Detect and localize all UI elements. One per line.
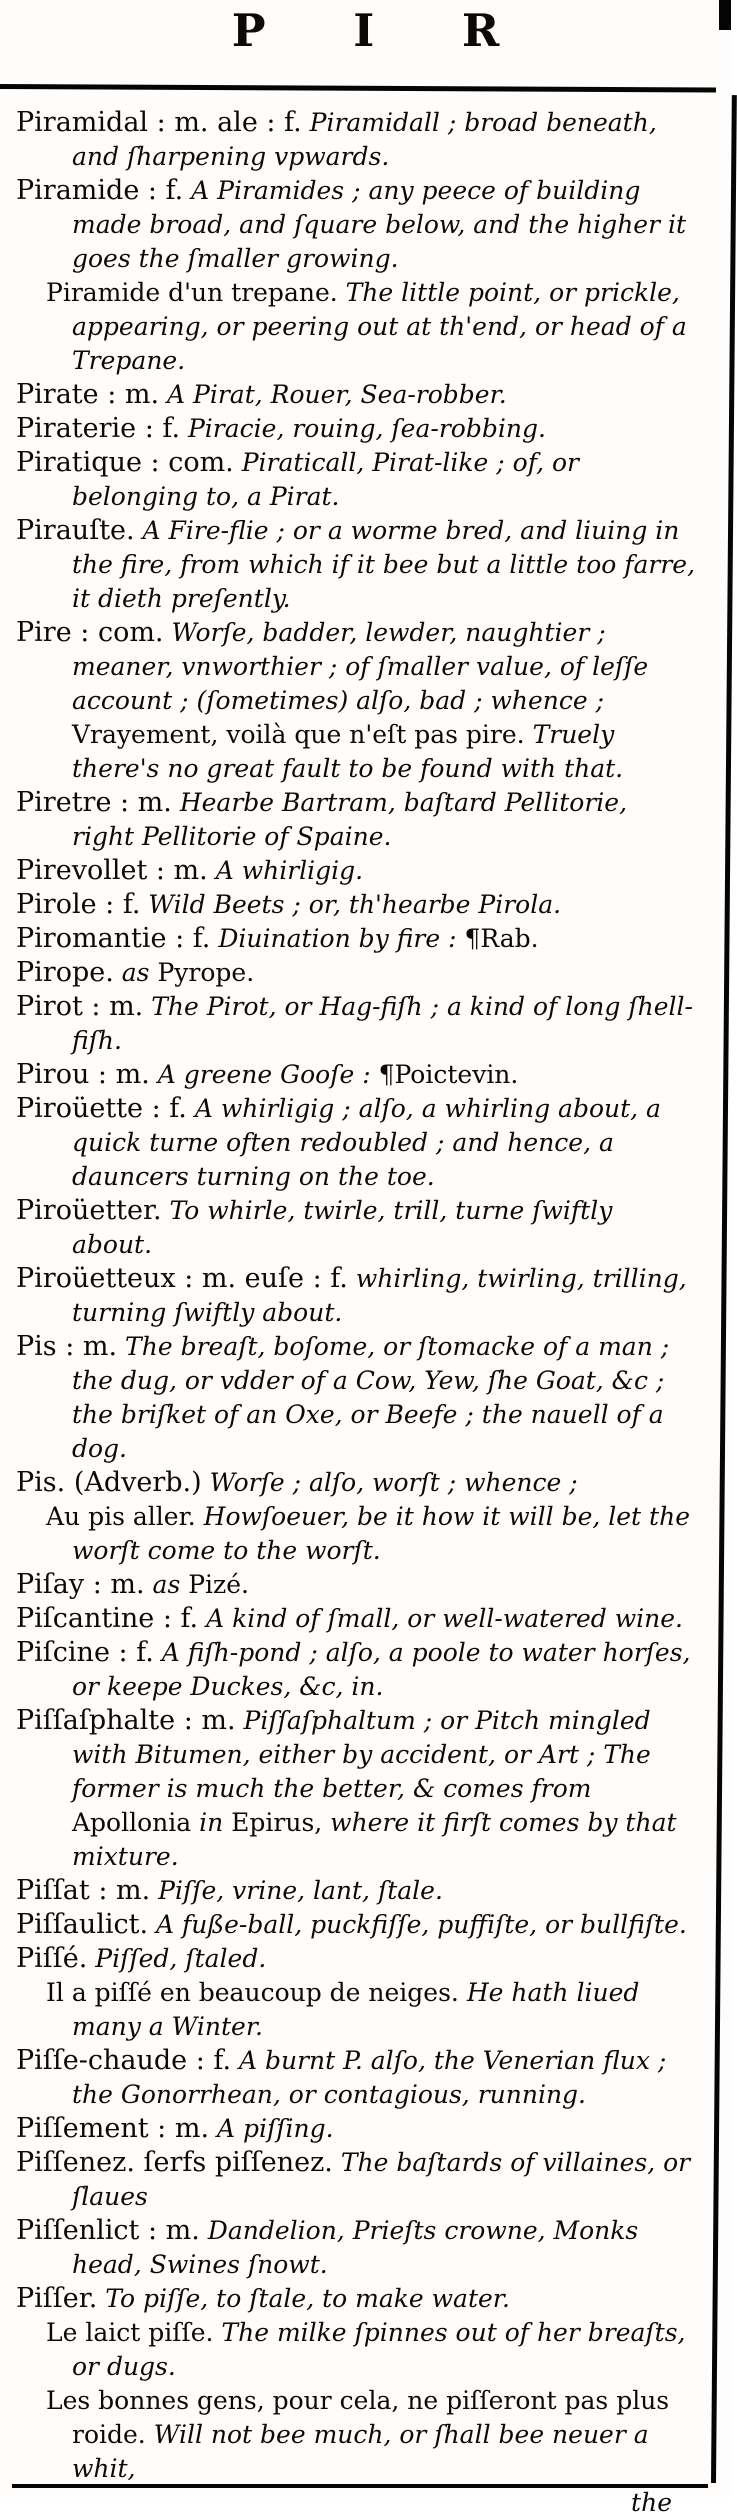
gloss-text: whirling, twirling, trilling, turning ſwiftly about. [72, 1264, 687, 1327]
headword-text: Pirauſte. [16, 515, 135, 546]
scan-artifact [719, 0, 731, 30]
headword-text: Piſſement : m. [16, 2113, 210, 2144]
dictionary-entry [16, 2044, 696, 2112]
headword-text: Piſſaulict. [16, 1909, 149, 1940]
headword-text: Piſſaſphalte : m. [16, 1705, 236, 1736]
dictionary-entry [16, 174, 696, 276]
gloss-text: Howſoeuer, be it how it will be, let the worſt come to the worſt. [72, 1502, 690, 1565]
dictionary-entry [16, 446, 696, 514]
dictionary-entry [16, 1092, 696, 1194]
gloss-text: where it firſt comes by that mixture. [72, 1808, 677, 1871]
headword-text: Piraterie : f. [16, 413, 181, 444]
dictionary-entry [16, 1602, 696, 1636]
dictionary-entry [16, 2112, 696, 2146]
dictionary-entry [16, 1636, 696, 1704]
dictionary-entry [16, 1194, 696, 1262]
headword-text: Epirus, [223, 1808, 323, 1837]
dictionary-entry [16, 514, 696, 616]
dictionary-entry [16, 1942, 696, 1976]
dictionary-entry [16, 106, 696, 174]
gloss-text: A whirligig. [207, 856, 364, 885]
headword-text: Piſſe-chaude : f. [16, 2045, 232, 2076]
headword-text: Piramidal : m. ale : f. [16, 107, 302, 138]
gloss-text: Piraticall, Pirat-like ; of, or belonging to, a Pirat. [72, 448, 579, 511]
gloss-text: A Fire-flie ; or a worme bred, and liuing in the fire, from which if it bee but a little too farre, it dieth preſently. [72, 516, 696, 613]
headword-text: Piſcine : f. [16, 1637, 154, 1668]
dictionary-entry [16, 1330, 696, 1466]
headword-text: Pis. (Adverb.) [16, 1467, 202, 1498]
running-head: P I R [231, 4, 536, 57]
gloss-text: A Pirat, Rouer, Sea-robber. [159, 380, 507, 409]
headword-text: Le laict piſſe. [46, 2318, 214, 2347]
gloss-text: Piracie, rouing, ſea-robbing. [180, 414, 546, 443]
dictionary-entry [16, 1058, 696, 1092]
dictionary-entry [16, 922, 696, 956]
headword-text: Piſſer. [16, 2283, 98, 2314]
dictionary-entry [16, 1704, 696, 1874]
gloss-text: The little point, or prickle, appearing, or peering out at th'end, or head of a Trepane. [72, 278, 687, 375]
catchword: the [631, 2488, 672, 2517]
gloss-text: A Piramides ; any peece of building made broad, and ſquare below, and the higher it goes the ſmaller growing. [72, 176, 687, 273]
headword-text: Piſcantine : f. [16, 1603, 199, 1634]
dictionary-entry [16, 1466, 696, 1500]
gloss-text: Piſſe, vrine, lant, ſtale. [150, 1876, 443, 1905]
dictionary-entry [16, 2214, 696, 2282]
dictionary-entry [16, 854, 696, 888]
headword-text: Piramide d'un trepane. [46, 278, 338, 307]
headword-text: Apollonia [72, 1808, 192, 1837]
dictionary-entry [16, 1500, 696, 1568]
headword-text: Pyrope. [149, 958, 255, 987]
headword-text: Il a piſſé en beaucoup de neiges. [46, 1978, 459, 2007]
gloss-text: Wild Beets ; or, th'hearbe Pirola. [140, 890, 562, 919]
dictionary-entry [16, 888, 696, 922]
gloss-text: The milke ſpinnes out of her breaſts, or dugs. [72, 2318, 686, 2381]
headword-text: Pirope. [16, 957, 114, 988]
dictionary-entry [16, 990, 696, 1058]
gloss-text: Hearbe Bartram, baſtard Pellitorie, right Pellitorie of Spaine. [72, 788, 628, 851]
dictionary-entry [16, 2316, 696, 2384]
gloss-text: A fuße-ball, puckfiſſe, puffiſte, or bullfiſte. [148, 1910, 687, 1939]
headword-text: Piſſat : m. [16, 1875, 151, 1906]
dictionary-entry [16, 2146, 696, 2214]
gloss-text: He hath liued many a Winter. [72, 1978, 640, 2041]
dictionary-entry [16, 378, 696, 412]
gloss-text: The baſtards of villaines, or ſlaues [72, 2148, 691, 2211]
gloss-text: A burnt P. alſo, the Venerian flux ; the Gonorrhean, or contagious, running. [72, 2046, 667, 2109]
headword-text: Piſſenlict : m. [16, 2215, 200, 2246]
dictionary-entry [16, 1262, 696, 1330]
gloss-text: A piſſing. [209, 2114, 334, 2143]
headword-text: ¶Poictevin. [370, 1060, 519, 1089]
column-rule [711, 95, 737, 2483]
text-column [16, 106, 696, 2520]
gloss-text: Worſe, badder, lewder, naughtier ; meaner, vnworthier ; of ſmaller value, of leſſe account ; (ſometimes) alſo, bad ; whence ; [72, 618, 649, 715]
dictionary-entry [16, 1908, 696, 1942]
dictionary-entry [16, 1568, 696, 1602]
dictionary-entry [16, 2282, 696, 2316]
gloss-text: Piramidall ; broad beneath, and ſharpening vpwards. [72, 108, 657, 171]
gloss-text: Dandelion, Prieſts crowne, Monks head, Swines ſnowt. [72, 2216, 639, 2279]
dictionary-entry [16, 786, 696, 854]
gloss-text: Truely there's no great fault to be found with that. [72, 720, 624, 783]
entries [16, 106, 696, 2486]
gloss-text: To whirle, twirle, trill, turne ſwiftly about. [72, 1196, 613, 1259]
headword-text: Piratique : com. [16, 447, 234, 478]
dictionary-entry [16, 276, 696, 378]
dictionary-entry [16, 1976, 696, 2044]
dictionary-entry [16, 412, 696, 446]
gloss-text: Piſſed, ſtaled. [87, 1944, 267, 1973]
dictionary-entry [16, 956, 696, 990]
gloss-text: Worſe ; alſo, worſt ; whence ; [201, 1468, 578, 1497]
dictionary-entry [16, 616, 696, 786]
headword-text: Piſſé. [16, 1943, 88, 1974]
gloss-text: Piſſaſphaltum ; or Pitch mingled with Bitumen, either by accident, or Art ; The former is much the better, & comes from [72, 1706, 651, 1803]
gloss-text: The breaſt, boſome, or ſtomacke of a man ; the dug, or vdder of a Cow, Yew, ſhe Goat, &c ; the briſket of an Oxe, or Beefe ; the nauell of a dog. [72, 1332, 670, 1463]
headword-text: Pis : m. [16, 1331, 118, 1362]
gloss-text: A whirligig ; alſo, a whirling about, a quick turne often redoubled ; and hence, a dauncers turning on the toe. [72, 1094, 661, 1191]
headword-text: Piroüetteux : m. euſe : f. [16, 1263, 348, 1294]
headword-text: Piramide : f. [16, 175, 184, 206]
dictionary-entry [16, 2384, 696, 2486]
headword-text: Pizé. [180, 1570, 249, 1599]
gloss-text: A fiſh-pond ; alſo, a poole to water horſes, or keepe Duckes, &c, in. [72, 1638, 691, 1701]
headword-text: Piromantie : f. [16, 923, 211, 954]
headword-text: Pirate : m. [16, 379, 160, 410]
headword-text: Pirole : f. [16, 889, 141, 920]
gloss-text: To piſſe, to ſtale, to make water. [97, 2284, 510, 2313]
gloss-text: as [113, 958, 150, 987]
headword-text: Piſay : m. [16, 1569, 145, 1600]
headword-text: Pirot : m. [16, 991, 144, 1022]
headword-text: Les bonnes gens, pour cela, ne piſſeront pas plus roide. [46, 2386, 670, 2449]
headword-text: Piroüetter. [16, 1195, 162, 1226]
gloss-text: Diuination by fire : [210, 924, 457, 953]
headword-text: Pire : com. [16, 617, 164, 648]
headword-text: Au pis aller. [46, 1502, 196, 1531]
headword-text: ¶Rab. [456, 924, 539, 953]
gloss-text: in [191, 1808, 224, 1837]
headword-text: Piroüette : f. [16, 1093, 187, 1124]
gloss-text: Will not bee much, or ſhall bee neuer a whit, [72, 2420, 649, 2483]
headword-text: Pirevollet : m. [16, 855, 208, 886]
gloss-text: as [144, 1570, 181, 1599]
headword-text: Vrayement, voilà que n'eſt pas pire. [72, 720, 525, 749]
dictionary-entry [16, 1874, 696, 1908]
headword-text: Piſſenez. ſerfs piſſenez. [16, 2147, 333, 2178]
header-rule [0, 84, 716, 92]
gloss-text: A greene Gooſe : [149, 1060, 371, 1089]
gloss-text: A kind of ſmall, or well-watered wine. [198, 1604, 683, 1633]
headword-text: Piretre : m. [16, 787, 172, 818]
gloss-text: The Pirot, or Hag-fiſh ; a kind of long ſhell-fiſh. [72, 992, 693, 1055]
headword-text: Pirou : m. [16, 1059, 150, 1090]
